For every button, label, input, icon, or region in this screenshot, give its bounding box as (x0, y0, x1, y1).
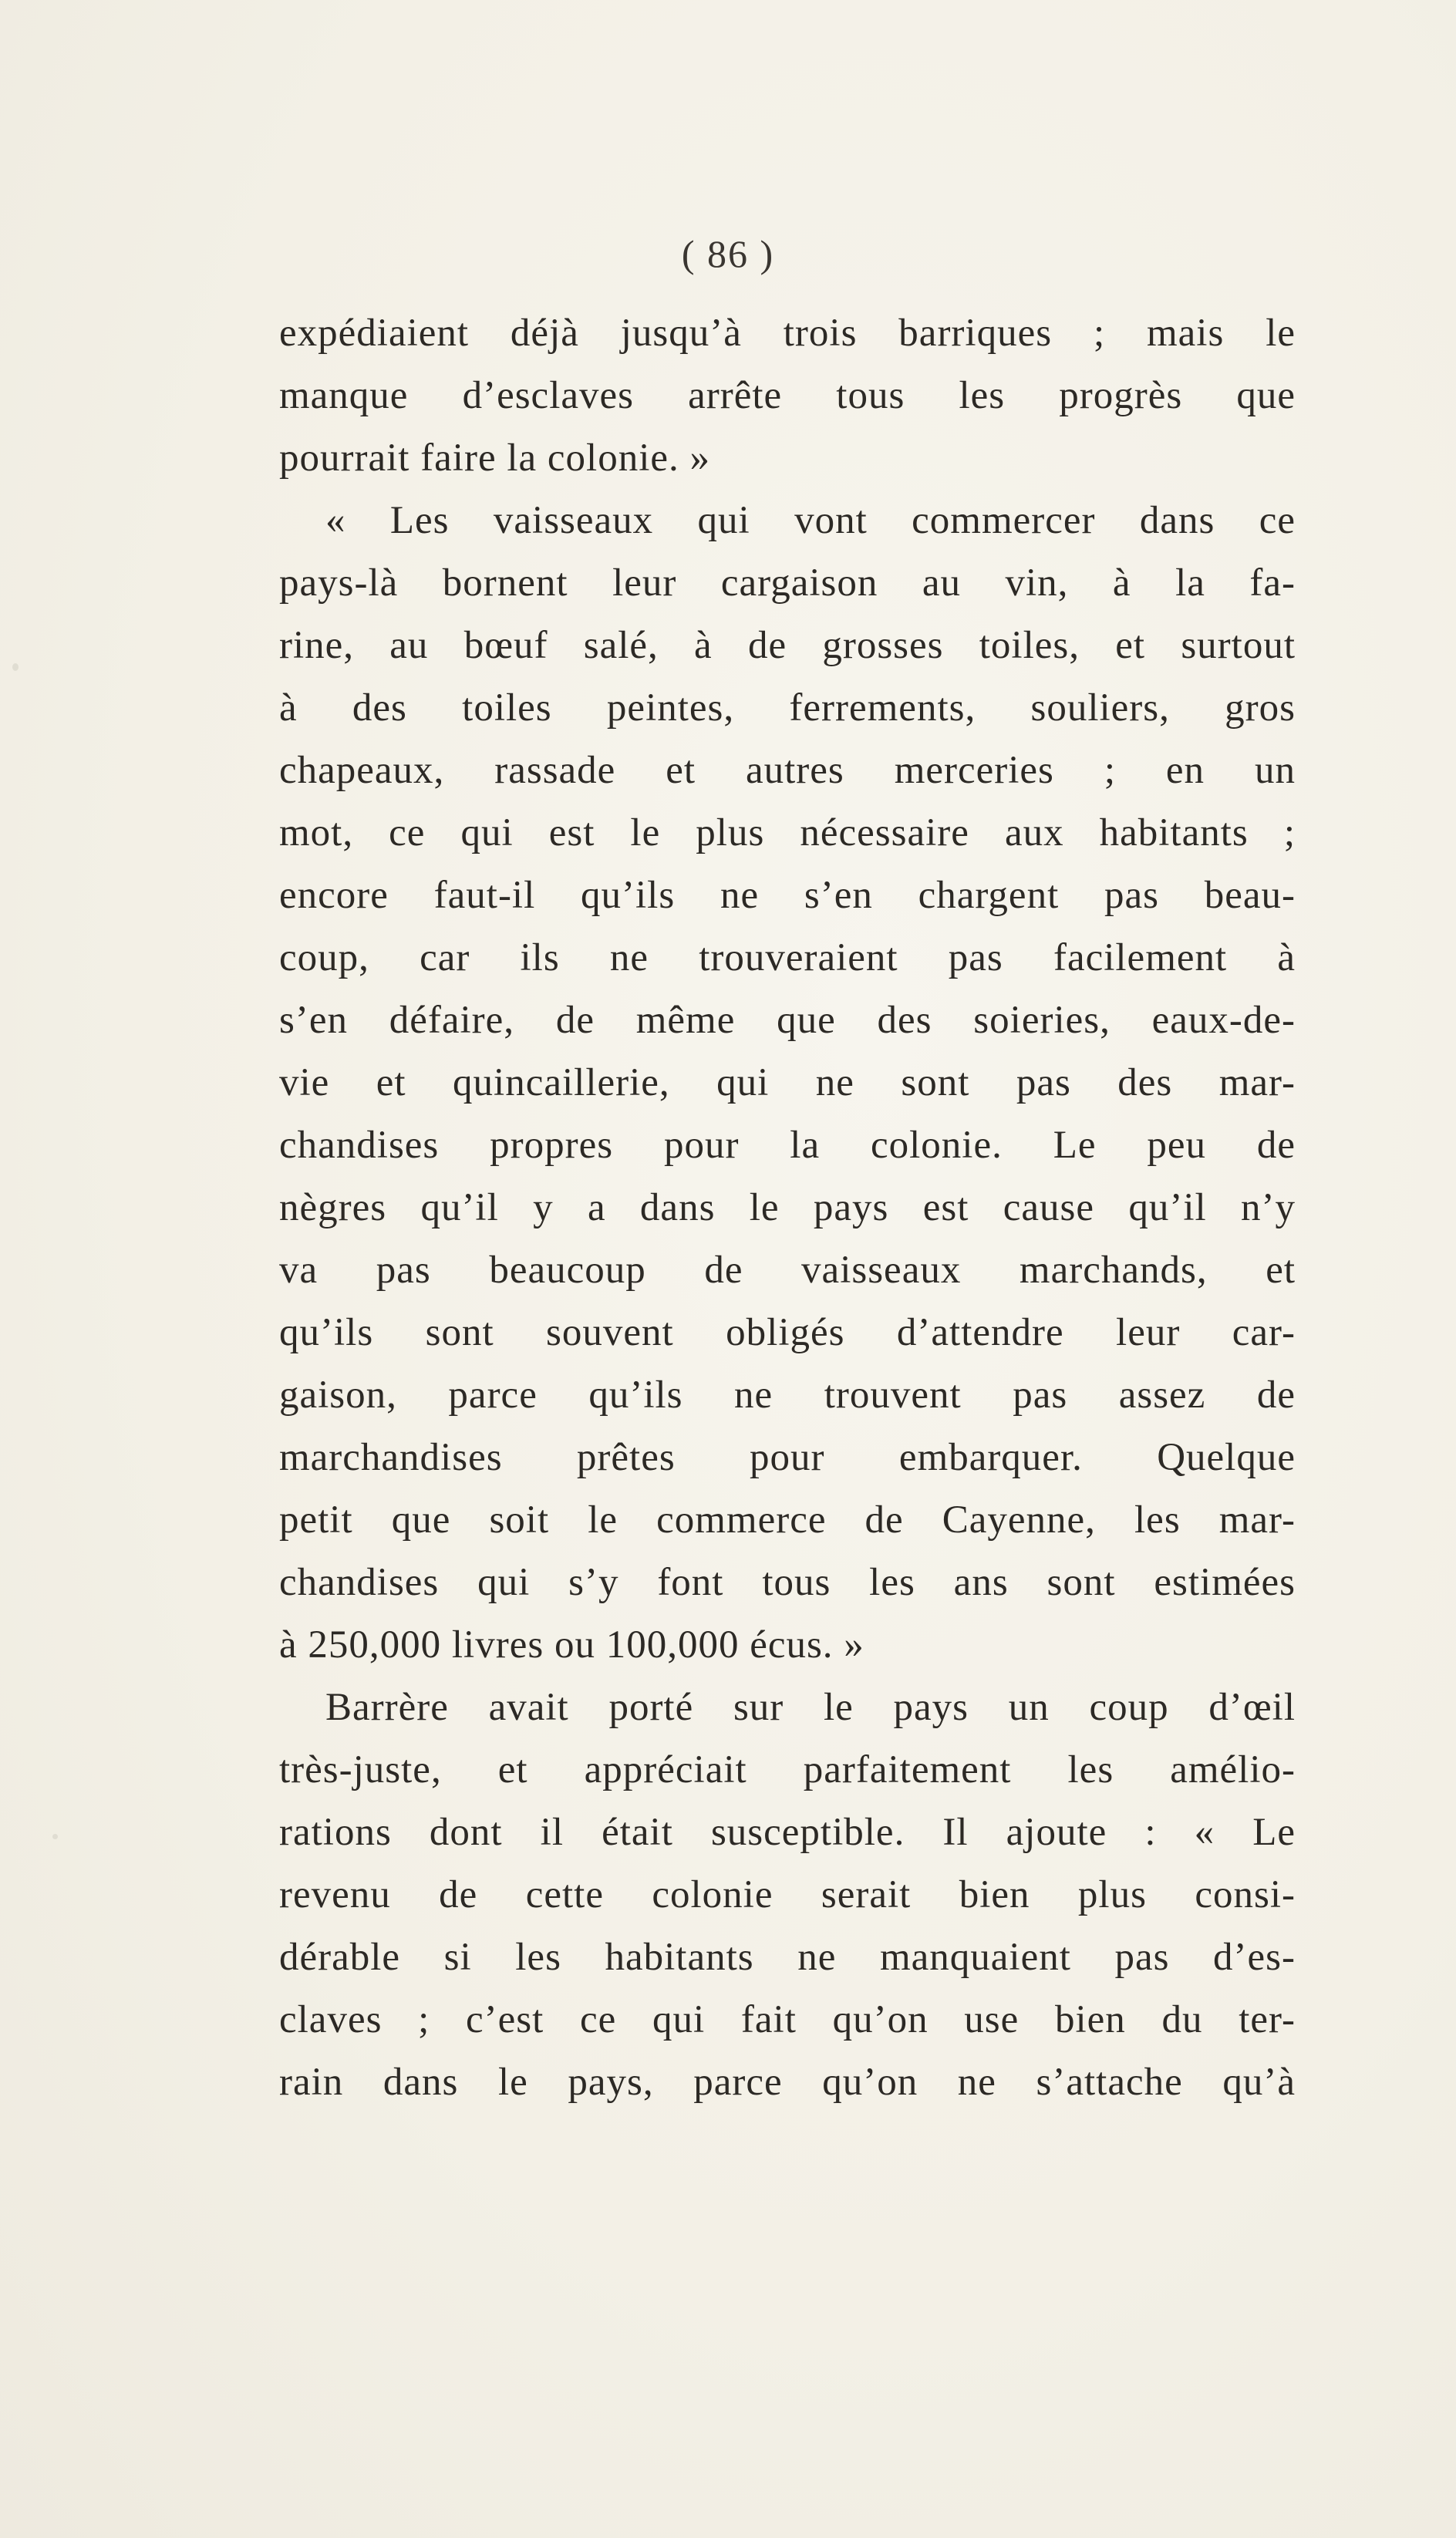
text-line: très-juste, et appréciait parfaitement les amélio- (279, 1748, 1296, 1791)
text-line: rain dans le pays, parce qu’on ne s’attache qu’à (279, 2061, 1296, 2104)
text-line: dérable si les habitants ne manquaient pas d’es- (279, 1936, 1296, 1979)
text-line: rations dont il était susceptible. Il ajoute : « Le (279, 1811, 1296, 1854)
paper-blemish (12, 663, 19, 671)
text-line: chandises qui s’y font tous les ans sont estimées (279, 1561, 1296, 1604)
text-line: marchandises prêtes pour embarquer. Quelque (279, 1436, 1296, 1479)
body-text (279, 302, 1296, 2114)
text-line: rine, au bœuf salé, à de grosses toiles, et surtout (279, 624, 1296, 667)
text-line: encore faut-il qu’ils ne s’en chargent pas beau- (279, 874, 1296, 917)
page-number: ( 86 ) (681, 232, 775, 275)
text-line: chapeaux, rassade et autres merceries ; en un (279, 749, 1296, 792)
text-line: nègres qu’il y a dans le pays est cause qu’il n’y (279, 1186, 1296, 1229)
text-line: claves ; c’est ce qui fait qu’on use bien du ter- (279, 1998, 1296, 2041)
text-line: à 250,000 livres ou 100,000 écus. » (279, 1623, 865, 1667)
text-line: chandises propres pour la colonie. Le peu de (279, 1124, 1296, 1167)
text-line: à des toiles peintes, ferrements, souliers, gros (279, 686, 1296, 730)
text-line: pays-là bornent leur cargaison au vin, à la fa- (279, 561, 1296, 605)
text-line: manque d’esclaves arrête tous les progrès que (279, 374, 1296, 417)
text-line: « Les vaisseaux qui vont commercer dans ce (325, 499, 1296, 542)
text-line: mot, ce qui est le plus nécessaire aux habitants ; (279, 811, 1296, 854)
text-line: s’en défaire, de même que des soieries, eaux-de- (279, 999, 1296, 1042)
paper-blemish (52, 1834, 58, 1839)
text-line: qu’ils sont souvent obligés d’attendre leur car- (279, 1311, 1296, 1354)
text-line: coup, car ils ne trouveraient pas facilement à (279, 936, 1296, 979)
text-line: vie et quincaillerie, qui ne sont pas des mar- (279, 1061, 1296, 1104)
text-line: pourrait faire la colonie. » (279, 436, 711, 480)
text-line: revenu de cette colonie serait bien plus consi- (279, 1873, 1296, 1916)
text-line: gaison, parce qu’ils ne trouvent pas assez de (279, 1373, 1296, 1417)
text-line: expédiaient déjà jusqu’à trois barriques ; mais le (279, 312, 1296, 355)
text-line: va pas beaucoup de vaisseaux marchands, et (279, 1249, 1296, 1292)
text-line: Barrère avait porté sur le pays un coup d’œil (325, 1686, 1296, 1729)
text-line: petit que soit le commerce de Cayenne, les mar- (279, 1498, 1296, 1542)
